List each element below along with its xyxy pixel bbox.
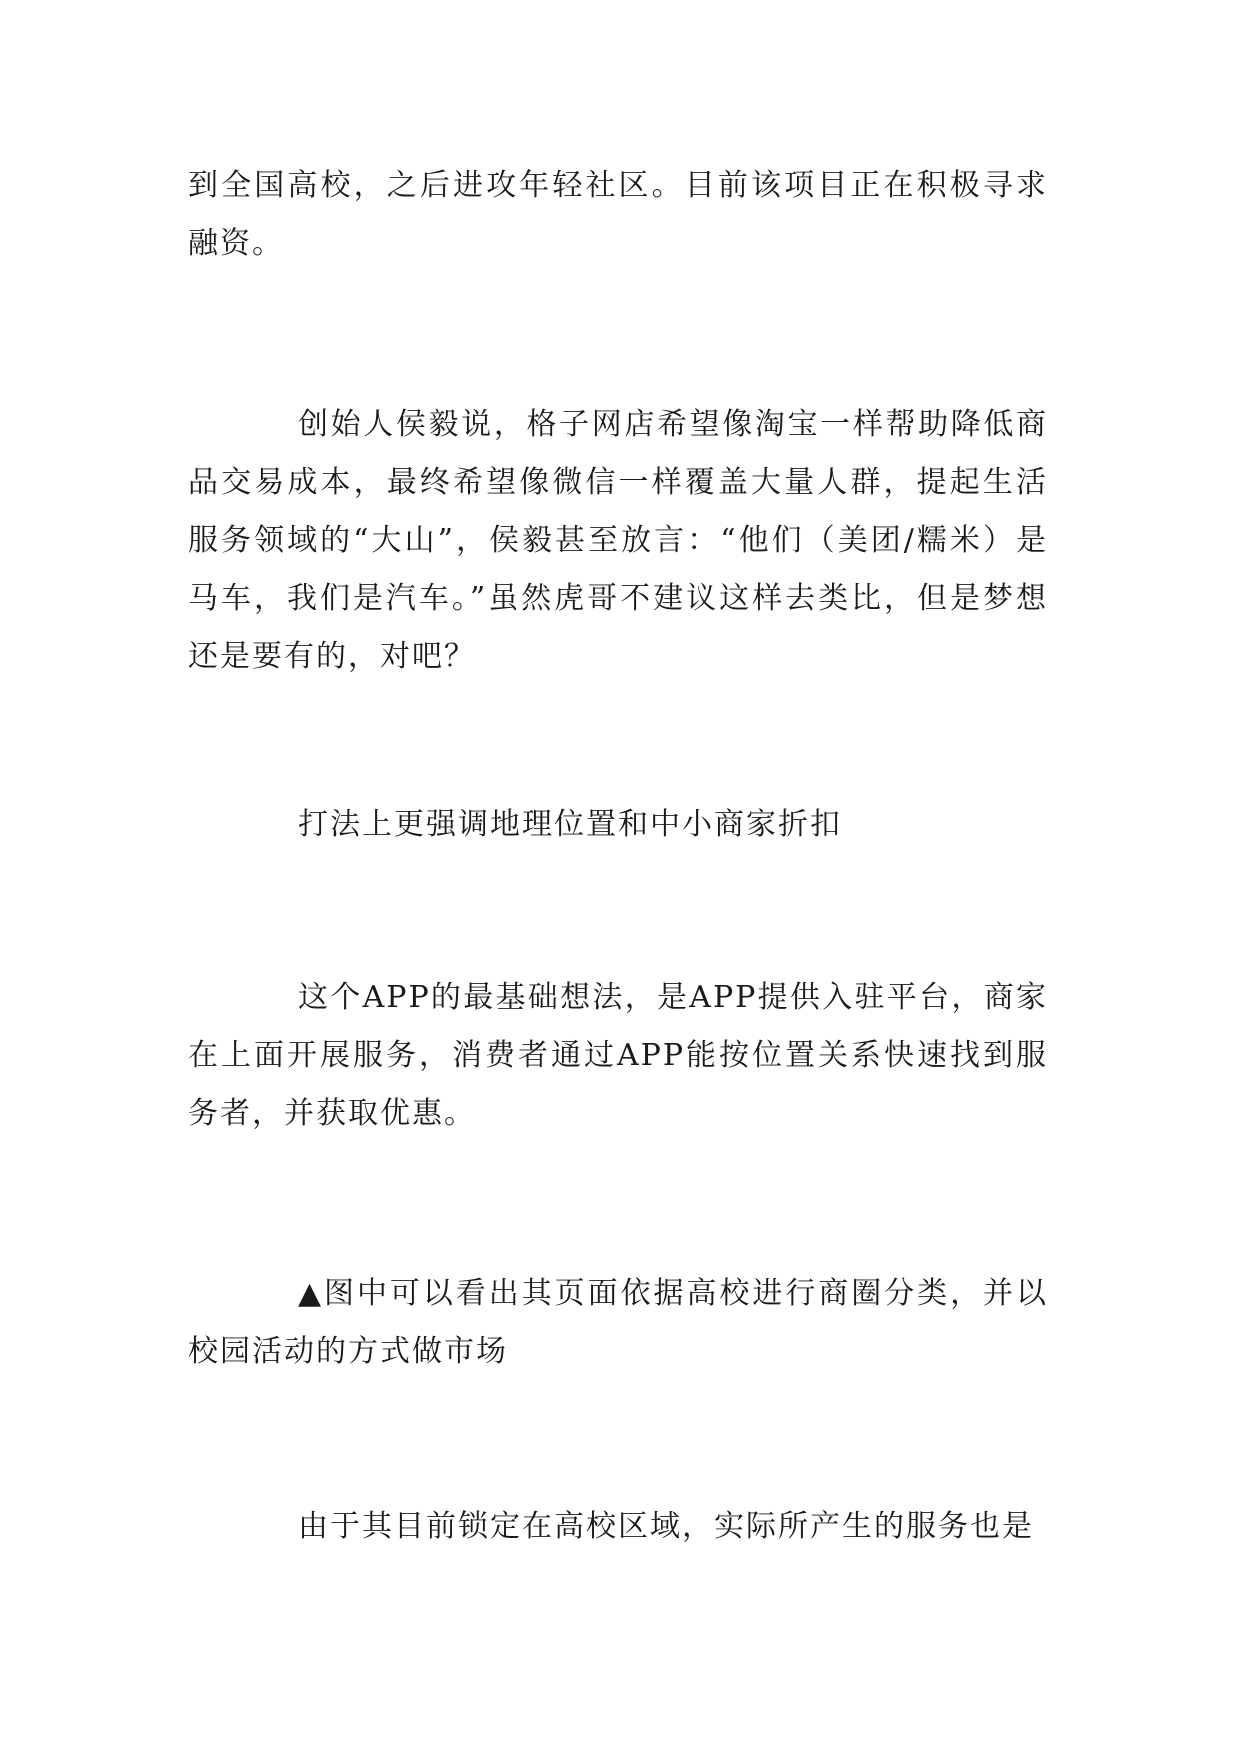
paragraph-service-region: 由于其目前锁定在高校区域，实际所产生的服务也是 [298,1509,1034,1544]
paragraph-continuation: 到全国高校，之后进攻年轻社区。目前该项目正在积极寻求融资。 [188,168,1048,261]
paragraph-app-idea: 这个APP的最基础想法，是APP提供入驻平台，商家在上面开展服务，消费者通过APP能按位置关系快速找到服务者，并获取优惠。 [188,980,1048,1131]
section-heading: 打法上更强调地理位置和中小商家折扣 [298,807,842,842]
image-caption: ▲图中可以看出其页面依据高校进行商圈分类，并以校园活动的方式做市场 [188,1276,1048,1369]
paragraph-founder-quote: 创始人侯毅说，格子网店希望像淘宝一样帮助降低商品交易成本，最终希望像微信一样覆盖大量人群，提起生活服务领域的“大山”，侯毅甚至放言：“他们（美团/糯米）是马车，我们是汽车。”虽然虎哥不建议这样去类比，但是梦想还是要有的，对吧？ [188,407,1048,674]
